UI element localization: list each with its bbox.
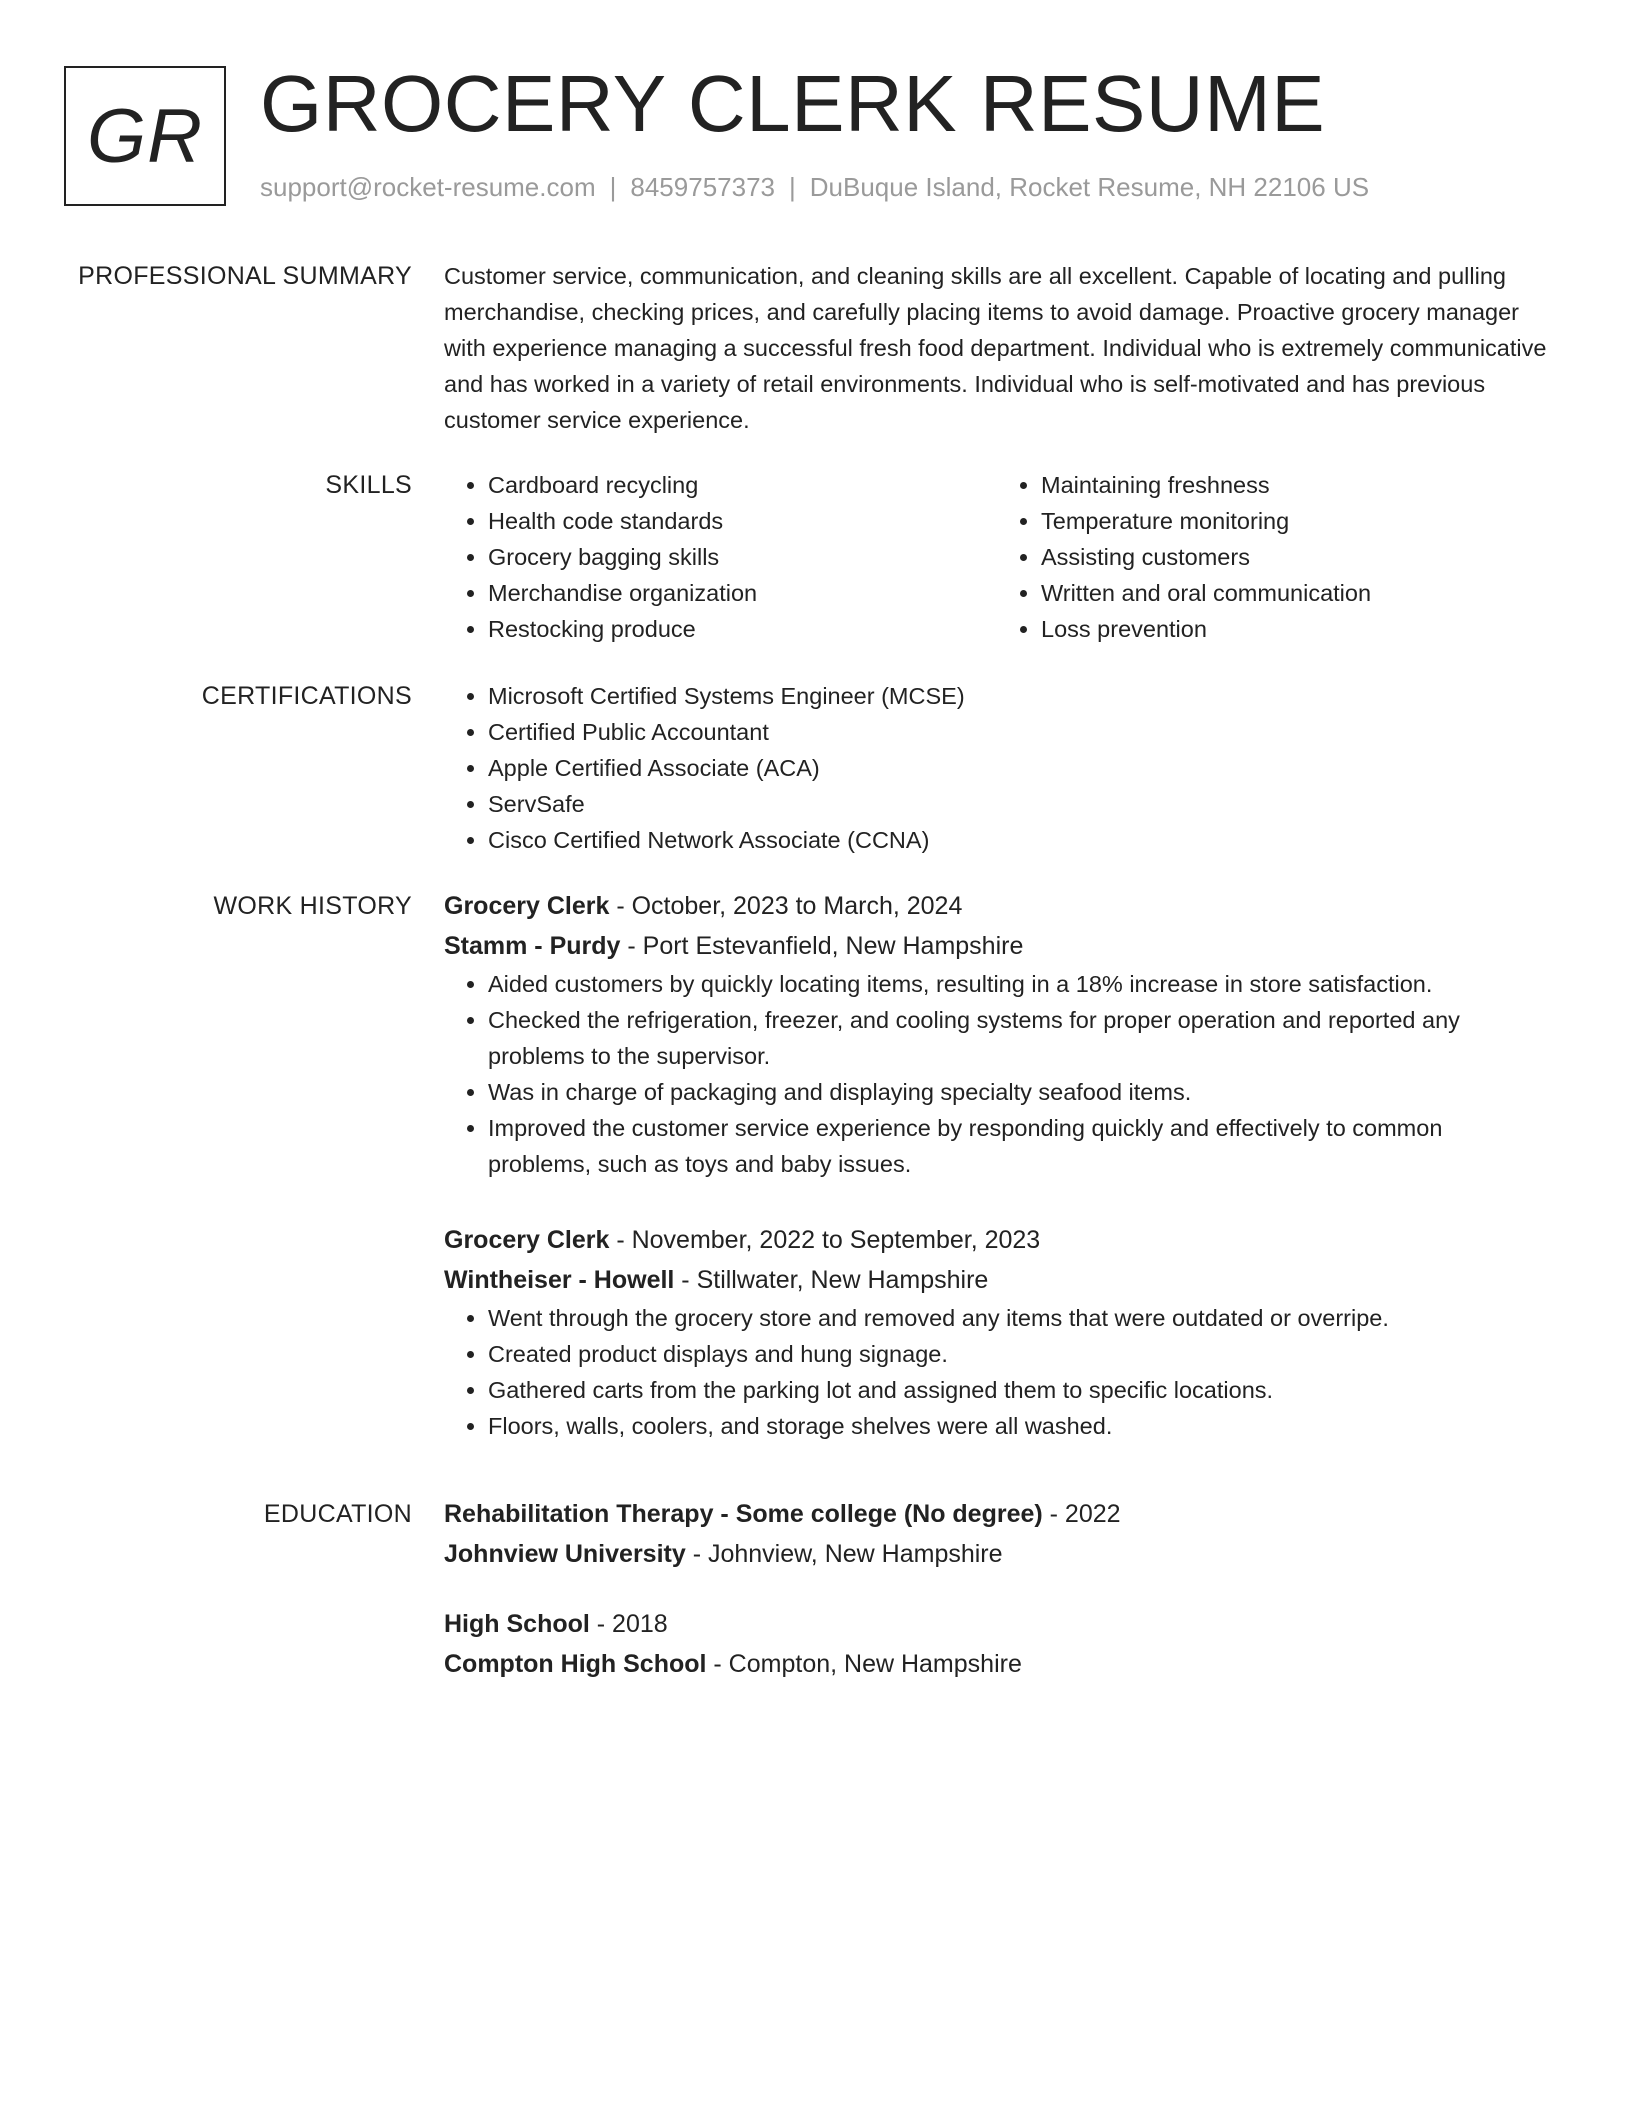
certification-item: • Cisco Certified Network Associate (CCNA) [488, 822, 1550, 858]
certification-item: • ServSafe [488, 786, 1550, 822]
education-location: - Compton, New Hampshire [706, 1650, 1022, 1678]
skill-item: • Written and oral communication [1041, 575, 1550, 611]
job-location: - Stillwater, New Hampshire [674, 1266, 989, 1294]
skill-item: • Cardboard recycling [488, 467, 997, 503]
skill-item: • Loss prevention [1041, 611, 1550, 647]
summary-text: Customer service, communication, and cleaning skills are all excellent. Capable of locating and pulling merchandise, checking prices, and carefully placing items to avoid damage. Proactive grocery manager with experience managing a successful fresh food department. Individual who is extremely communicative and has worked in a variety of retail environments. Individual who is self-motivated and has previous customer service experience. [444, 263, 1547, 433]
certifications-body [444, 678, 1550, 858]
education-degree: High School [444, 1610, 590, 1638]
job-duty: • Improved the customer service experience by responding quickly and effectively to common problems, such as toys and baby issues. [488, 1110, 1550, 1182]
education-school-line [444, 1644, 1550, 1684]
skills-heading: SKILLS [325, 471, 412, 499]
job-duty: • Created product displays and hung signage. [488, 1336, 1550, 1372]
job-duty: • Went through the grocery store and removed any items that were outdated or overripe. [488, 1300, 1550, 1336]
education-location: - Johnview, New Hampshire [685, 1540, 1003, 1568]
job-title-line [444, 1220, 1550, 1260]
education-body [444, 1494, 1550, 1684]
contact-line [260, 174, 1369, 200]
skills-list-right [997, 467, 1550, 647]
job-entry [444, 886, 1550, 1182]
skill-item: • Temperature monitoring [1041, 503, 1550, 539]
certification-item: • Certified Public Accountant [488, 714, 1550, 750]
education-school: Johnview University [444, 1540, 686, 1568]
job-duty: • Was in charge of packaging and displaying specialty seafood items. [488, 1074, 1550, 1110]
job-duties-list [444, 966, 1550, 1182]
job-duties-list [444, 1300, 1550, 1444]
education-school-line [444, 1534, 1550, 1574]
job-dates: - November, 2022 to September, 2023 [609, 1226, 1041, 1254]
job-title-line [444, 886, 1550, 926]
skills-grid [444, 467, 1550, 647]
education-year: - 2018 [589, 1610, 668, 1638]
job-company: Stamm - Purdy [444, 932, 621, 960]
certification-item: • Apple Certified Associate (ACA) [488, 750, 1550, 786]
contact-separator: | [609, 172, 617, 202]
education-heading: EDUCATION [263, 1500, 412, 1528]
education-degree-line [444, 1604, 1550, 1644]
job-duty: • Floors, walls, coolers, and storage shelves were all washed. [488, 1408, 1550, 1444]
job-entry [444, 1220, 1550, 1444]
job-company-line [444, 1260, 1550, 1300]
job-duty: • Checked the refrigeration, freezer, and cooling systems for proper operation and reported any problems to the supervisor. [488, 1002, 1550, 1074]
skills-body [444, 467, 1550, 647]
education-degree: Rehabilitation Therapy - Some college (No degree) [444, 1500, 1043, 1528]
education-year: - 2022 [1042, 1500, 1121, 1528]
work-history-heading: WORK HISTORY [213, 892, 412, 920]
job-company: Wintheiser - Howell [444, 1266, 675, 1294]
certification-item: • Microsoft Certified Systems Engineer (MCSE) [488, 678, 1550, 714]
job-dates: - October, 2023 to March, 2024 [609, 892, 963, 920]
skill-item: • Grocery bagging skills [488, 539, 997, 575]
skill-item: • Assisting customers [1041, 539, 1550, 575]
skills-list-left [444, 467, 997, 647]
job-duty: • Gathered carts from the parking lot and assigned them to specific locations. [488, 1372, 1550, 1408]
resume-title: GROCERY CLERK RESUME [260, 59, 1326, 148]
education-entry [444, 1494, 1550, 1574]
job-location: - Port Estevanfield, New Hampshire [620, 932, 1024, 960]
contact-phone[interactable]: 8459757373 [630, 172, 775, 202]
skill-item: • Merchandise organization [488, 575, 997, 611]
resume-header [64, 59, 1564, 212]
summary-heading: PROFESSIONAL SUMMARY [78, 262, 412, 290]
job-duty: • Aided customers by quickly locating items, resulting in a 18% increase in store satisfaction. [488, 966, 1550, 1002]
skill-item: • Restocking produce [488, 611, 997, 647]
contact-separator: | [789, 172, 796, 202]
job-company-line [444, 926, 1550, 966]
contact-email[interactable]: support@rocket-resume.com [260, 172, 596, 202]
work-history-body [444, 886, 1550, 1444]
summary-body [444, 258, 1550, 438]
certifications-heading: CERTIFICATIONS [201, 682, 412, 710]
education-school: Compton High School [444, 1650, 707, 1678]
job-title: Grocery Clerk [444, 892, 610, 920]
education-entry [444, 1604, 1550, 1684]
skill-item: • Maintaining freshness [1041, 467, 1550, 503]
skill-item: • Health code standards [488, 503, 997, 539]
monogram-badge: GR [64, 66, 226, 206]
job-title: Grocery Clerk [444, 1226, 610, 1254]
certifications-list [444, 678, 1550, 858]
education-degree-line [444, 1494, 1550, 1534]
contact-address: DuBuque Island, Rocket Resume, NH 22106 US [809, 172, 1370, 202]
